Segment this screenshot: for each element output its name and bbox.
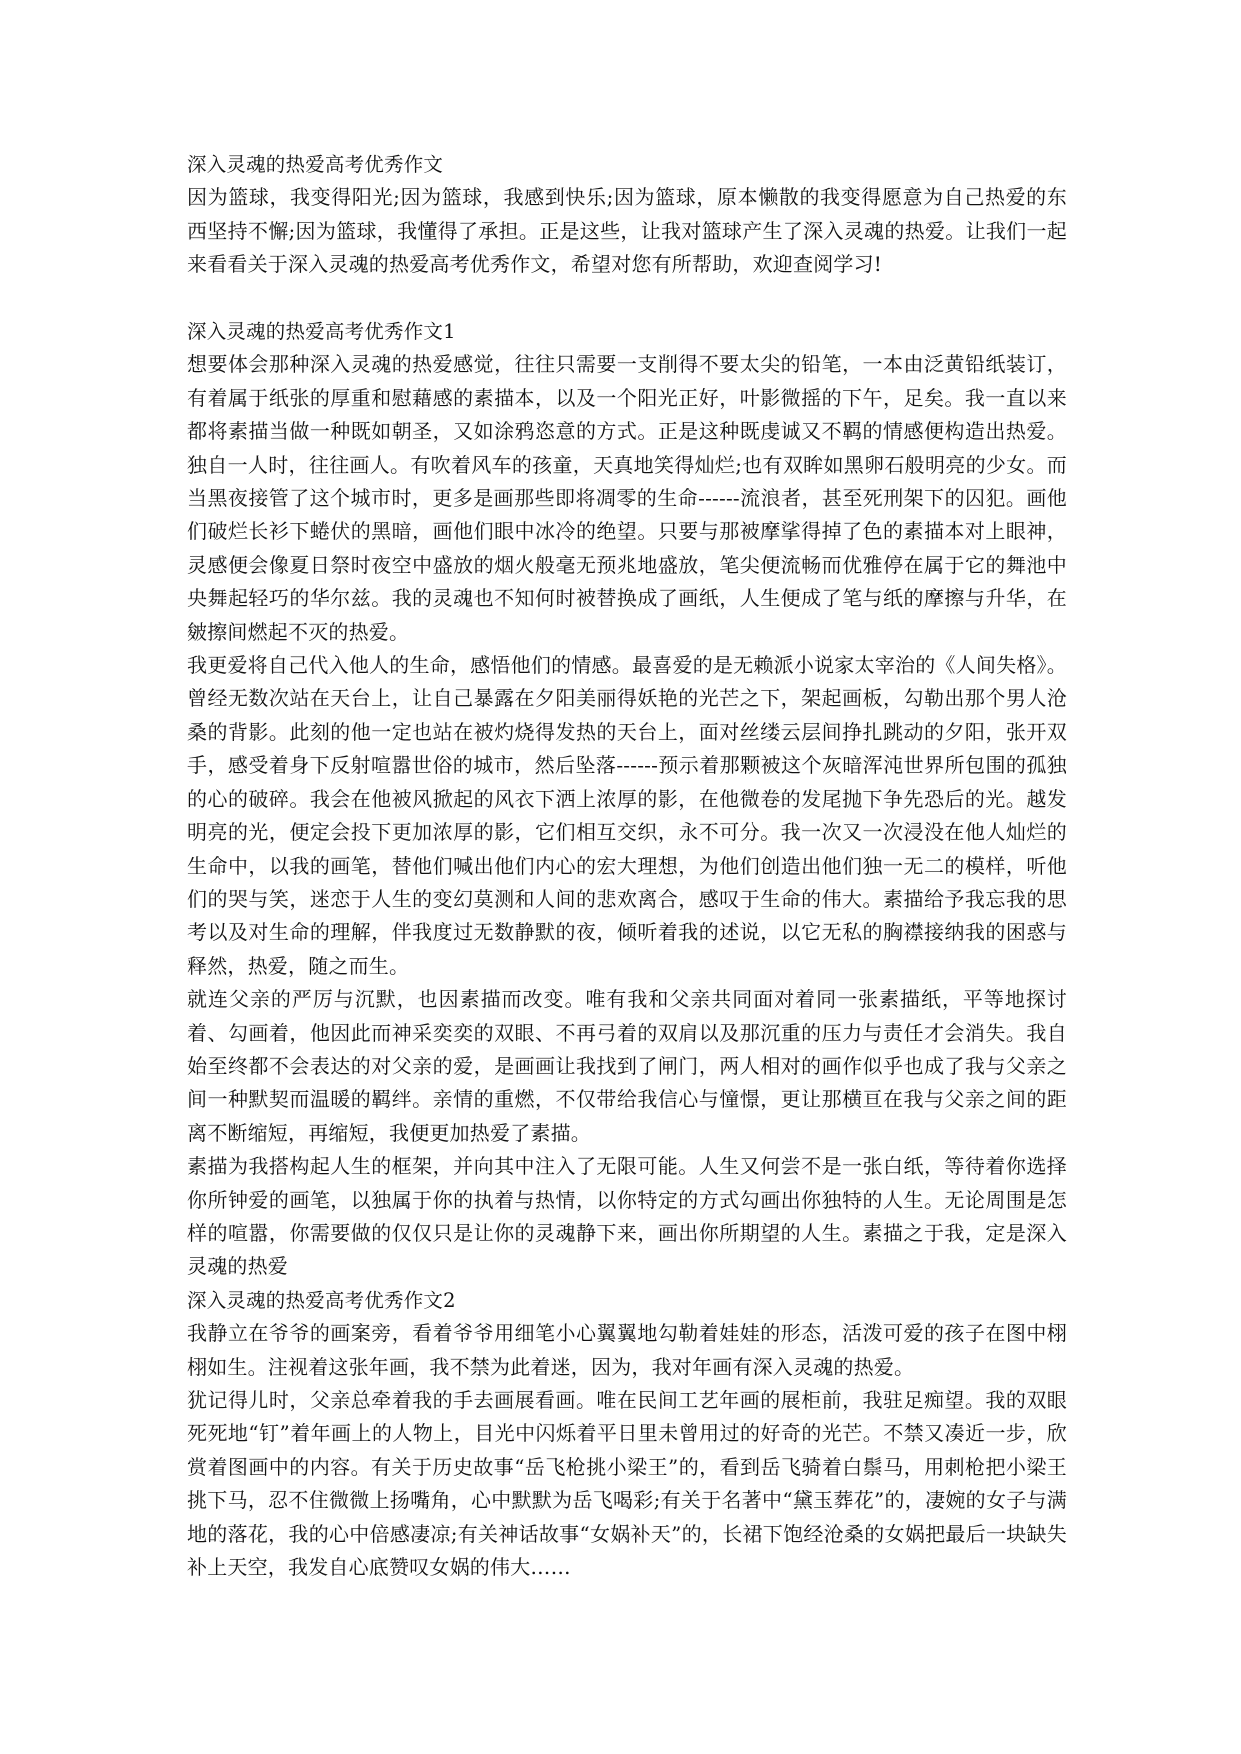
essay-2-heading: 深入灵魂的热爱高考优秀作文2 bbox=[187, 1288, 456, 1312]
essay-1-paragraph-3: 就连父亲的严厉与沉默，也因素描而改变。唯有我和父亲共同面对着同一张素描纸，平等地探讨着、勾画着，他因此而神采奕奕的双眼、不再弓着的双肩以及那沉重的压力与责任才会消失。我自始至终都不会表达的对父亲的爱，是画画让我找到了闸门，两人相对的画作似乎也成了我与父亲之间一种默契而温暖的羁绊。亲情的重燃，不仅带给我信心与憧憬，更让那横亘在我与父亲之间的距离不断缩短，再缩短，我便更加热爱了素描。 bbox=[187, 987, 1067, 1145]
essay-2-paragraph-2: 犹记得儿时，父亲总牵着我的手去画展看画。唯在民间工艺年画的展柜前，我驻足痴望。我的双眼死死地“钉”着年画上的人物上，目光中闪烁着平日里未曾用过的好奇的光芒。不禁又凑近一步，欣赏着图画中的内容。有关于历史故事“岳飞枪挑小梁王”的，看到岳飞骑着白鬃马，用刺枪把小梁王挑下马，忍不住微微上扬嘴角，心中默默为岳飞喝彩;有关于名著中“黛玉葬花”的，凄婉的女子与满地的落花，我的心中倍感凄凉;有关神话故事“女娲补天”的，长裙下饱经沧桑的女娲把最后一块缺失补上天空，我发自心底赞叹女娲的伟大…… bbox=[187, 1388, 1067, 1580]
document-page bbox=[187, 148, 1067, 1584]
blank-line bbox=[187, 282, 1067, 315]
essay-1-paragraph-4: 素描为我搭构起人生的框架，并向其中注入了无限可能。人生又何尝不是一张白纸，等待着你选择你所钟爱的画笔，以独属于你的执着与热情，以你特定的方式勾画出你独特的人生。无论周围是怎样的喧嚣，你需要做的仅仅只是让你的灵魂静下来，画出你所期望的人生。素描之于我，定是深入灵魂的热爱 bbox=[187, 1154, 1067, 1279]
essay-1-paragraph-2: 我更爱将自己代入他人的生命，感悟他们的情感。最喜爱的是无赖派小说家太宰治的《人间失格》。曾经无数次站在天台上，让自己暴露在夕阳美丽得妖艳的光芒之下，架起画板，勾勒出那个男人沧桑的背影。此刻的他一定也站在被灼烧得发热的天台上，面对丝缕云层间挣扎跳动的夕阳，张开双手，感受着身下反射喧嚣世俗的城市，然后坠落------预示着那颗被这个灰暗浑沌世界所包围的孤独的心的破碎。我会在他被风掀起的风衣下洒上浓厚的影，在他微卷的发尾抛下争先恐后的光。越发明亮的光，便定会投下更加浓厚的影，它们相互交织，永不可分。我一次又一次浸没在他人灿烂的生命中，以我的画笔，替他们喊出他们内心的宏大理想，为他们创造出他们独一无二的模样，听他们的哭与笑，迷恋于人生的变幻莫测和人间的悲欢离合，感叹于生命的伟大。素描给予我忘我的思考以及对生命的理解，伴我度过无数静默的夜，倾听着我的述说，以它无私的胸襟接纳我的困惑与释然，热爱，随之而生。 bbox=[187, 653, 1067, 978]
essay-1-paragraph-1: 想要体会那种深入灵魂的热爱感觉，往往只需要一支削得不要太尖的铅笔，一本由泛黄铅纸装订，有着属于纸张的厚重和慰藉感的素描本，以及一个阳光正好，叶影微摇的下午，足矣。我一直以来都将素描当做一种既如朝圣，又如涂鸦恣意的方式。正是这种既虔诚又不羁的情感便构造出热爱。独自一人时，往往画人。有吹着风车的孩童，天真地笑得灿烂;也有双眸如黑卵石般明亮的少女。而当黑夜接管了这个城市时，更多是画那些即将凋零的生命------流浪者，甚至死刑架下的囚犯。画他们破烂长衫下蜷伏的黑暗，画他们眼中冰冷的绝望。只要与那被摩挲得掉了色的素描本对上眼神，灵感便会像夏日祭时夜空中盛放的烟火般毫无预兆地盛放，笔尖便流畅而优雅停在属于它的舞池中央舞起轻巧的华尔兹。我的灵魂也不知何时被替换成了画纸，人生便成了笔与纸的摩擦与升华，在皴擦间燃起不灭的热爱。 bbox=[187, 352, 1067, 644]
intro-paragraph: 因为篮球，我变得阳光;因为篮球，我感到快乐;因为篮球，原本懒散的我变得愿意为自己热爱的东西坚持不懈;因为篮球，我懂得了承担。正是这些，让我对篮球产生了深入灵魂的热爱。让我们一起来看看关于深入灵魂的热爱高考优秀作文，希望对您有所帮助，欢迎查阅学习! bbox=[187, 185, 1067, 277]
essay-1-heading: 深入灵魂的热爱高考优秀作文1 bbox=[187, 320, 456, 344]
document-title: 深入灵魂的热爱高考优秀作文 bbox=[187, 153, 444, 176]
essay-2-paragraph-1: 我静立在爷爷的画案旁，看着爷爷用细笔小心翼翼地勾勒着娃娃的形态，活泼可爱的孩子在图中栩栩如生。注视着这张年画，我不禁为此着迷，因为，我对年画有深入灵魂的热爱。 bbox=[187, 1321, 1067, 1379]
